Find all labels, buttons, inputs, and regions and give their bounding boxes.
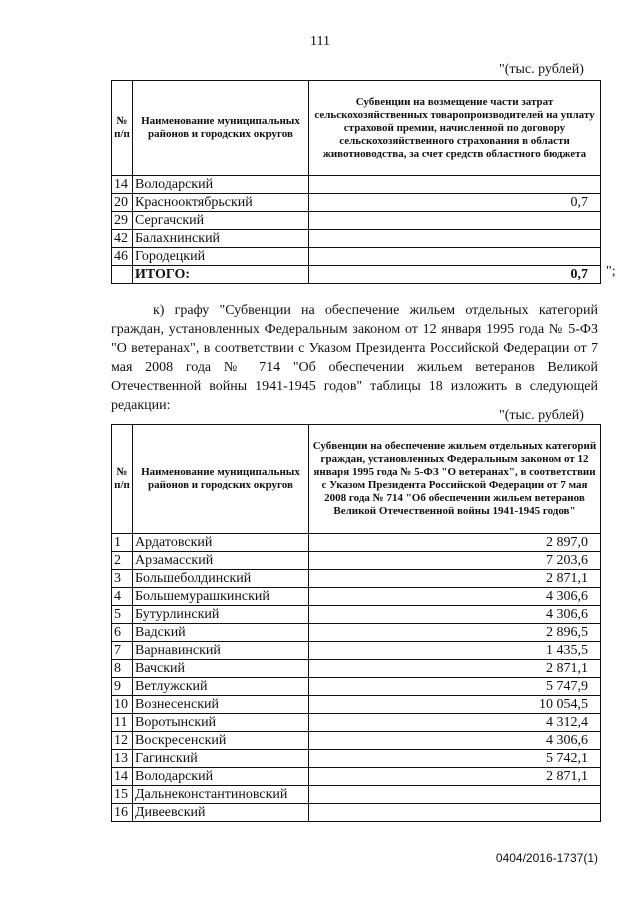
table2: [111, 424, 601, 822]
cell-value: [309, 248, 601, 266]
table-row: [112, 804, 601, 822]
cell-no: 29: [112, 212, 133, 230]
cell-value: 10 054,5: [309, 696, 601, 714]
table1-unit: "(тыс. рублей): [499, 62, 584, 77]
cell-name: Володарский: [133, 176, 309, 194]
table-row: [112, 230, 601, 248]
amendment-text: к) графу "Субвенции на обеспечение жильем отдельных категорий граждан, установленных Федеральным законом от 12 января 1995 года № 5-ФЗ "О ветеранах", в соответствии с Указом Президента Российской Федерации от 7 мая 2008 года № 714 "Об обеспечении жильем ветеранов Великой Отечественной войны 1941-1945 годов" таблицы 18 изложить в следующей редакции:: [111, 303, 598, 413]
cell-name: Краснооктябрьский: [133, 194, 309, 212]
cell-value: 5 742,1: [309, 750, 601, 768]
cell-value: 4 312,4: [309, 714, 601, 732]
cell-no: 16: [112, 804, 133, 822]
table1-header-district: Наименование муниципальных районов и городских округов: [133, 81, 309, 176]
table-row: [112, 606, 601, 624]
cell-no: 13: [112, 750, 133, 768]
table-row: [112, 534, 601, 552]
cell-value: 2 871,1: [309, 660, 601, 678]
cell-no: 2: [112, 552, 133, 570]
cell-no: 20: [112, 194, 133, 212]
table2-header-no: № п/п: [112, 425, 133, 534]
cell-name: Вознесенский: [133, 696, 309, 714]
cell-value: 1 435,5: [309, 642, 601, 660]
total-value: 0,7: [309, 266, 601, 284]
cell-no: 6: [112, 624, 133, 642]
table1-body: [112, 176, 601, 284]
table-row: [112, 570, 601, 588]
cell-name: Бутурлинский: [133, 606, 309, 624]
cell-value: 2 871,1: [309, 570, 601, 588]
table-row: [112, 176, 601, 194]
cell-name: Ардатовский: [133, 534, 309, 552]
cell-no: 1: [112, 534, 133, 552]
cell-name: Большеболдинский: [133, 570, 309, 588]
table2-header-district: Наименование муниципальных районов и городских округов: [133, 425, 309, 534]
cell-no: 9: [112, 678, 133, 696]
cell-name: Варнавинский: [133, 642, 309, 660]
cell-no: 7: [112, 642, 133, 660]
table-row: [112, 696, 601, 714]
cell-value: 4 306,6: [309, 606, 601, 624]
table-row: [112, 768, 601, 786]
cell-value: [309, 786, 601, 804]
table-row: [112, 678, 601, 696]
cell-value: [309, 804, 601, 822]
page-number: 111: [310, 34, 330, 49]
cell-no: 3: [112, 570, 133, 588]
cell-name: Вадский: [133, 624, 309, 642]
document-code: 0404/2016-1737(1): [495, 851, 598, 865]
total-row: [112, 266, 601, 284]
table-row: [112, 588, 601, 606]
cell-name: Воскресенский: [133, 732, 309, 750]
table2-header-subsidy: Субвенции на обеспечение жильем отдельных категорий граждан, установленных Федеральным законом от 12 января 1995 года № 5-ФЗ "О ветеранах", в соответствии с Указом Президента Российской Федерации от 7 мая 2008 года № 714 "Об обеспечении жильем ветеранов Великой Отечественной войны 1941-1945 годов": [309, 425, 601, 534]
cell-no: 8: [112, 660, 133, 678]
cell-no: 5: [112, 606, 133, 624]
cell-value: [309, 230, 601, 248]
total-label: ИТОГО:: [133, 266, 309, 284]
cell-value: 2 871,1: [309, 768, 601, 786]
cell-name: Гагинский: [133, 750, 309, 768]
table-row: [112, 642, 601, 660]
cell-name: Дивеевский: [133, 804, 309, 822]
cell-value: 4 306,6: [309, 732, 601, 750]
cell-empty: [112, 266, 133, 284]
table-row: [112, 552, 601, 570]
cell-name: Воротынский: [133, 714, 309, 732]
table-row: [112, 714, 601, 732]
cell-name: Дальнеконстантиновский: [133, 786, 309, 804]
cell-value: 2 896,5: [309, 624, 601, 642]
table1-header-no: № п/п: [112, 81, 133, 176]
table2-unit: "(тыс. рублей): [499, 408, 584, 423]
cell-value: 7 203,6: [309, 552, 601, 570]
cell-name: Городецкий: [133, 248, 309, 266]
cell-value: 4 306,6: [309, 588, 601, 606]
table-row: [112, 248, 601, 266]
table1-closing: ";: [606, 264, 616, 279]
cell-no: 14: [112, 176, 133, 194]
cell-value: 2 897,0: [309, 534, 601, 552]
table-row: [112, 212, 601, 230]
cell-name: Большемурашкинский: [133, 588, 309, 606]
cell-value: 5 747,9: [309, 678, 601, 696]
cell-name: Балахнинский: [133, 230, 309, 248]
cell-no: 14: [112, 768, 133, 786]
cell-value: [309, 212, 601, 230]
table-row: [112, 750, 601, 768]
table1-header-subsidy: Субвенции на возмещение части затрат сельскохозяйственных товаропроизводителей на уплату страховой премии, начисленной по договору сельскохозяйственного страхования в области животноводства, за счет средств областного бюджета: [309, 81, 601, 176]
table-row: [112, 660, 601, 678]
cell-no: 4: [112, 588, 133, 606]
table1: [111, 80, 601, 284]
cell-name: Арзамасский: [133, 552, 309, 570]
cell-no: 15: [112, 786, 133, 804]
cell-value: [309, 176, 601, 194]
table2-body: [112, 534, 601, 822]
table-row: [112, 786, 601, 804]
cell-name: Сергачский: [133, 212, 309, 230]
cell-no: 10: [112, 696, 133, 714]
cell-no: 42: [112, 230, 133, 248]
cell-name: Вачский: [133, 660, 309, 678]
table-row: [112, 732, 601, 750]
amendment-paragraph: [111, 301, 598, 415]
table-row: [112, 624, 601, 642]
table-row: [112, 194, 601, 212]
cell-no: 12: [112, 732, 133, 750]
cell-value: 0,7: [309, 194, 601, 212]
cell-no: 46: [112, 248, 133, 266]
cell-name: Ветлужский: [133, 678, 309, 696]
cell-no: 11: [112, 714, 133, 732]
cell-name: Володарский: [133, 768, 309, 786]
